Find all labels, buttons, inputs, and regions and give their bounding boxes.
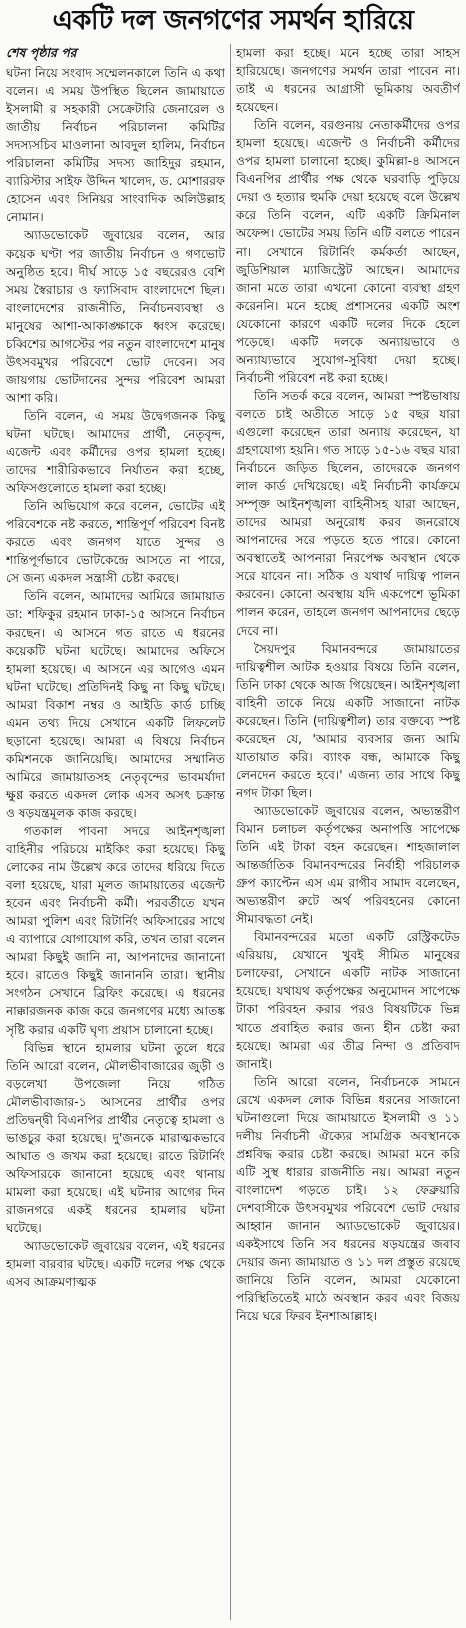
- paragraph: সৈয়দপুর বিমানবন্দরে জামায়াতের দায়িত্বশীল আটক হওয়ার বিষয়ে তিনি বলেন, তিনি ঢাকা থেকে আজ গিয়েছেন। আইনশৃঙ্খলা বাহিনী তাকে নিয়ে একটি সাজানো নাটক করেছেন। তিনি (দায়িত্বশীল) তার বক্তব্যে স্পষ্ট করেছেন যে, 'আমার ব্যবসার জন্য আমি যাতায়াত করি। ব্যাংক বন্ধ, আমাকে কিছু লেনদেন করতে হবে।' এজন্য তার সাথে কিছু নগদ টাকা ছিল।: [236, 641, 460, 800]
- paragraph: অ্যাডভোকেট জুবায়ের বলেন, অভ্যন্তরীণ বিমান চলাচল কর্তৃপক্ষের অনাপত্তি সাপেক্ষে তিনি এই টাকা বহন করেছেন। শাহজালাল আন্তর্জাতিক বিমানবন্দরের নির্বাহী পরিচালক গ্রুপ ক্যাপ্টেন এস এম রাগীব সামাদ বলেছেন, অভ্যন্তরীণ রুটে অর্থ পরিবহনের কোনো সীমাবদ্ধতা নেই।: [236, 803, 460, 927]
- paragraph: বিমানবন্দরের মতো একটি রেস্ট্রিকটেড এরিয়ায়, যেখানে খুবই সীমিত মানুষের চলাফেরা, সেখানে একটি নাটক সাজানো হয়েছে। যথাযথ কর্তৃপক্ষের অনুমোদন সাপেক্ষে টাকা পরিবহন করার পরও বিষয়টিকে ভিন্ন খাতে প্রবাহিত করার জন্য হীন চেষ্টা করা হয়েছে। আমরা এর তীব্র নিন্দা ও প্রতিবাদ জানাই।: [236, 930, 460, 1071]
- paragraph: তিনি অভিযোগ করে বলেন, ভোটের এই পরিবেশকে নষ্ট করতে, শান্তিপূর্ণ পরিবেশ বিনষ্ট করতে এবং জনগণ যাতে সুন্দর ও শান্তিপূর্ণভাবে ভোটকেন্দ্রে আসতে না পারে, সে জন্য একদল সন্ত্রাসী চেষ্টা করছে।: [6, 499, 225, 586]
- paragraph: হামলা করা হচ্ছে। মনে হচ্ছে তারা সাহস হারিয়েছে। জনগণের সমর্থন তারা পাবেন না। তাই এ ধরনের আগ্রাসী ভূমিকায় অবতীর্ণ হয়েছেন।: [236, 46, 460, 115]
- left-column: [6, 44, 225, 1622]
- paragraph: বিভিন্ন স্থানে হামলার ঘটনা তুলে ধরে তিনি আরো বলেন, মৌলভীবাজারের জুড়ী ও বড়লেখা উপজেলা নিয়ে গঠিত মৌলভীবাজার-১ আসনের প্রার্থীর ওপর প্রতিদ্বন্দ্বী বিএনপির প্রার্থীর নেতৃত্বে হামলা ও ভাঙচুর করা হয়েছে। দু'জনকে মারাত্মকভাবে আঘাত ও জখম করা হয়েছে। রাতে রিটার্নিং অফিসারকে জানানো হয়েছে এবং থানায় মামলা করা হয়েছে। এই ঘটনার আগের দিন রাজনগরে একই ধরনের হামলার ঘটনা ঘটেছে।: [6, 1040, 225, 1236]
- paragraph: অ্যাডভোকেট জুবায়ের বলেন, এই ধরনের হামলা বারবার ঘটছে। একটি দলের পক্ষ থেকে এসব আক্রমণাত্মক: [6, 1239, 225, 1290]
- continued-from-label: শেষ পৃষ্ঠার পর: [6, 45, 77, 60]
- paragraph: তিনি সতর্ক করে বলেন, আমরা স্পষ্টভাষায় বলতে চাই অতীতে সাড়ে ১৫ বছর যারা এগুলো করেছেন তারা অন্যায় করেছেন, যা গ্রহণযোগ্য হয়নি। গত সাড়ে ১৫-১৬ বছর যারা নির্বাচনে জড়িত ছিলেন, তাদেরকে জনগণ লাল কার্ড দেখিয়েছে। এই নির্বাচনী কার্যক্রমে সম্পৃক্ত আইনশৃঙ্খলা বাহিনীসহ যারা আছেন, তাদের আমরা অনুরোধ করব জনরোষে আপনাদের সরে পড়তে হতে পারে। কোনো অবস্থাতেই আপনারা নিরপেক্ষ অবস্থান থেকে সরে যাবেন না। সঠিক ও যথার্থ দায়িত্ব পালন করবেন। কোনো অবস্থায় যদি একপেশে ভূমিকা পালন করেন, তাহলে জনগণ আপনাদের ছেড়ে দেবে না।: [236, 388, 460, 638]
- paragraph: গতকাল পাবনা সদরে আইনশৃঙ্খলা বাহিনীর পরিচয়ে মাইকিং করা হয়েছে। কিছু লোকের নাম উল্লেখ করে তাদের ধরিয়ে দিতে বলা হয়েছে, যারা মূলত জামায়াতের এজেন্ট হবেন এবং নির্বাচনী কর্মী। পরবর্তীতে যখন আমরা পুলিশ এবং রিটার্নিং অফিসারের সাথে এ ব্যাপারে যোগাযোগ করি, তখন তারা বলেন আমরা কিছুই জানি না, আপনাদের জানানো হবে। রাতেও কিছুই জানাননি তারা। স্থানীয় সংগঠন সেখানে ব্রিফিং করেছে। এ ধরনের নাক্কারজনক কাজ করে জনগণের মধ্যে আতঙ্ক সৃষ্টি করার একটি ঘৃণ্য প্রয়াস চালানো হচ্ছে।: [6, 824, 225, 1037]
- paragraph: তিনি আরো বলেন, নির্বাচনকে সামনে রেখে একদল লোক বিভিন্ন ধরনের সাজানো ঘটনাগুলো দিয়ে জামায়াতে ইসলামী ও ১১ দলীয় নির্বাচনী ঐক্যের সামগ্রিক অবস্থানকে প্রশ্নবিদ্ধ করার চেষ্টা করছে। আমরা মনে করি এটি সুস্থ ধারার রাজনীতি নয়। আমরা নতুন বাংলাদেশ গড়তে চাই। ১২ ফেব্রুয়ারি দেশবাসীকে উৎসবমুখর পরিবেশে ভোট দেয়ার আহ্বান জানান অ্যাডভোকেট জুবায়ের। একইসাথে তিনি সব ধরনের ষড়যন্ত্রের জবাব দেয়ার জন্য জামায়াত ও ১১ দল প্রস্তুত রয়েছে জানিয়ে তিনি বলেন, আমরা যেকোনো পরিস্থিতিতেই মাঠে অবস্থান করব এবং বিজয় নিয়ে ঘরে ফিরব ইনশাআল্লাহ।: [236, 1074, 460, 1324]
- paragraph: তিনি বলেন, আমাদের আমিরে জামায়াত ডা: শফিকুর রহমান ঢাকা-১৫ আসনে নির্বাচন করছেন। এ আসনে গত রাতে এ ধরনের কয়েকটি ঘটনা ঘটেছে। আমাদের অফিসে হামলা হয়েছে। এ আসনে এর আগেও এমন ঘটনা ঘটেছে। প্রতিদিনই কিছু না কিছু ঘটছে। আমরা বিকাশ নম্বর ও আইডি কার্ড চাচ্ছি এমন তথ্য দিয়ে সেখানে একটি লিফলেট ছড়ানো হয়েছে। আমরা এ বিষয়ে নির্বাচন কমিশনকে জানিয়েছি। আমাদের সম্মানিত আমিরে জামায়াতসহ নেতৃবৃন্দের ভাবমর্যাদা ক্ষুণ্ণ করতে একদল লোক এসব অসৎ চক্রান্ত ও ষড়যন্ত্রমূলক কাজ করছে।: [6, 589, 225, 820]
- headline: একটি দল জনগণের সমর্থন হারিয়ে: [52, 5, 414, 36]
- right-column: [236, 44, 460, 1622]
- paragraph: অ্যাডভোকেট জুবায়ের বলেন, আর কয়েক ঘণ্টা পর জাতীয় নির্বাচন ও গণভোট অনুষ্ঠিত হবে। দীর্ঘ সাড়ে ১৫ বছরেরও বেশি সময় স্বৈরাচার ও ফ্যাসিবাদ বাংলাদেশে ছিল। বাংলাদেশের রাজনীতি, নির্বাচনব্যবস্থা ও মানুষের আশা-আকাঙ্ক্ষাকে ধ্বংস করেছে। চব্বিশের আগস্টের পর নতুন বাংলাদেশে মানুষ উৎসবমুখর পরিবেশে ভোট দেবেন। সব জায়গায় ভোটদানের সুন্দর পরিবেশ আমরা আশা করি।: [6, 228, 225, 405]
- paragraph: তিনি বলেন, বরগুনায় নেতাকর্মীদের ওপর হামলা হয়েছে। এজেন্ট ও নির্বাচনী কর্মীদের ওপর হামলা চালানো হচ্ছে। কুমিল্লা-৪ আসনে বিএনপির প্রার্থীর পক্ষ থেকে ঘরবাড়ি পুড়িয়ে দেয়া ও হত্যার হুমকি দেয়া হয়েছে বলে উল্লেখ করে তিনি বলেন, এটি একটি ক্রিমিনাল অফেন্স। ভোটের সময় তিনি এটি বলতে পারেন না। সেখানে রিটার্নিং কর্মকর্তা আছেন, জুডিশিয়াল ম্যাজিস্ট্রেট আছেন। আমাদের জানা মতে তারা এখনো কোনো ব্যবস্থা গ্রহণ করেননি। মনে হচ্ছে প্রশাসনের একটি অংশ যেকোনো কারণে একটি দলের দিকে হেলে পড়েছে। একটি দলকে অন্যায়ভাবে ও অন্যায্যভাবে সুযোগ-সুবিধা দেয়া হচ্ছে। নির্বাচনী পরিবেশ নষ্ট করা হচ্ছে।: [236, 118, 460, 385]
- paragraph: ঘটনা নিয়ে সংবাদ সম্মেলনকালে তিনি এ কথা বলেন। এ সময় উপস্থিত ছিলেন জামায়াতে ইসলামী র সহকারী সেক্রেটারি জেনারেল ও জাতীয় নির্বাচন পরিচালনা কমিটির সদস্যসচিব মাওলানা আবদুল হালিম, নির্বাচন পরিচালনা কমিটির সদস্য জাহিদুর রহমান, ব্যারিস্টার সাইফ উদ্দিন খালেদ, ড. মোশাররফ হোসেন এবং সিনিয়র সাংবাদিক অলিউল্লাহ নোমান।: [6, 66, 225, 225]
- column-divider: [230, 44, 231, 1620]
- paragraph: তিনি বলেন, এ সময় উদ্বেগজনক কিছু ঘটনা ঘটছে। আমাদের প্রার্থী, নেতৃবৃন্দ, এজেন্ট এবং কর্মীদের ওপর হামলা হচ্ছে। তাদের শারীরিকভাবে নির্যাতন করা হচ্ছে, অফিসগুলোতে হামলা করা হচ্ছে।: [6, 408, 225, 496]
